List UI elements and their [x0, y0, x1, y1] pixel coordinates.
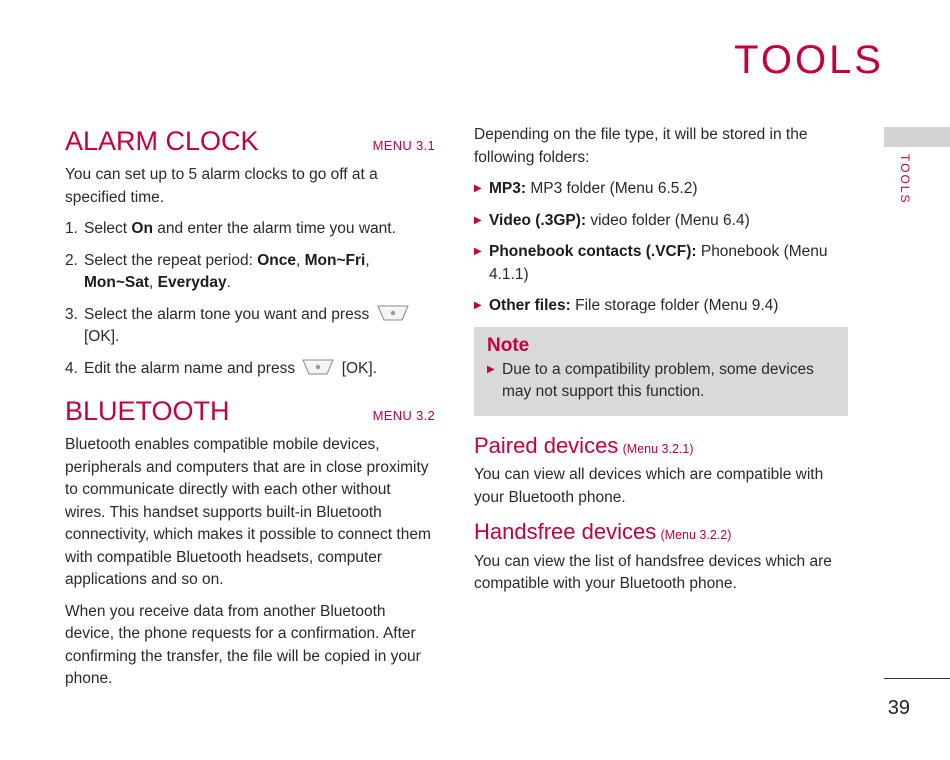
step-number: 1.	[65, 220, 78, 237]
alarm-step	[65, 218, 435, 241]
folder-item: ▶ Phonebook contacts (.VCF): Phonebook (Menu 4.1.1)	[474, 241, 850, 286]
right-column	[474, 124, 850, 605]
note-text: Due to a compatibility problem, some devices may not support this function.	[502, 360, 814, 400]
alarm-clock-heading: ALARM CLOCK	[65, 126, 259, 156]
triangle-bullet-icon: ▶	[487, 363, 495, 375]
bluetooth-paragraph: Bluetooth enables compatible mobile devices, peripherals and computers that are in close proximity to communicate directly with each other without wires. This handset supports built-in Bluetooth connectivity, which makes it possible to connect them with compatible Bluetooth headsets, computer applications and so on.	[65, 436, 431, 588]
step-text: Select On and enter the alarm time you want.	[84, 220, 396, 237]
folder-item: ▶ Video (.3GP): video folder (Menu 6.4)	[474, 210, 850, 233]
side-section-label: TOOLS	[898, 154, 912, 205]
alarm-heading-row	[65, 124, 435, 158]
handsfree-devices-text: You can view the list of handsfree devices which are compatible with your Bluetooth phone.	[474, 552, 832, 592]
bluetooth-menu-ref: MENU 3.2	[372, 408, 435, 423]
alarm-step	[65, 304, 435, 349]
paired-menu-ref: (Menu 3.2.1)	[622, 441, 694, 456]
triangle-bullet-icon: ▶	[474, 183, 482, 194]
folders-intro: Depending on the file type, it will be stored in the following folders:	[474, 126, 808, 166]
alarm-step	[65, 358, 435, 381]
bluetooth-heading: BLUETOOTH	[65, 396, 230, 426]
bluetooth-heading-row	[65, 394, 435, 428]
page-title: TOOLS	[734, 38, 884, 82]
triangle-bullet-icon: ▶	[474, 214, 482, 226]
note-item	[487, 359, 834, 404]
note-box	[474, 327, 848, 416]
page-number-rule	[884, 678, 950, 679]
side-tab	[884, 127, 950, 147]
triangle-bullet-icon: ▶	[474, 246, 482, 257]
alarm-menu-ref: MENU 3.1	[372, 138, 435, 153]
left-column	[65, 124, 435, 700]
bluetooth-paragraph: When you receive data from another Bluetooth device, the phone requests for a confirmation. After confirming the transfer, the file will be copied in your phone.	[65, 602, 421, 687]
ok-softkey-icon	[301, 358, 335, 376]
note-title: Note	[487, 334, 530, 356]
step-text: Select the repeat period: Once, Mon~Fri, Mon~Sat, Everyday.	[84, 251, 370, 291]
step-number: 2.	[65, 251, 78, 269]
folder-item: ▶ Other files: File storage folder (Menu 9.4)	[474, 295, 850, 318]
paired-devices-text: You can view all devices which are compatible with your Bluetooth phone.	[474, 466, 824, 506]
folder-item: ▶ MP3: MP3 folder (Menu 6.5.2)	[474, 178, 850, 201]
paired-devices-heading: Paired devices (Menu 3.2.1)	[474, 432, 694, 458]
handsfree-menu-ref: (Menu 3.2.2)	[660, 528, 732, 542]
step-number: 3.	[65, 305, 78, 323]
page-number: 39	[887, 697, 910, 719]
alarm-step	[65, 250, 435, 295]
triangle-bullet-icon: ▶	[474, 300, 482, 311]
ok-softkey-icon	[376, 304, 410, 322]
step-text: Select the alarm tone you want and press [OK].	[84, 304, 435, 349]
step-text: Edit the alarm name and press [OK].	[84, 359, 378, 377]
step-number: 4.	[65, 359, 78, 377]
alarm-intro: You can set up to 5 alarm clocks to go off at a specified time.	[65, 166, 378, 206]
handsfree-devices-heading: Handsfree devices (Menu 3.2.2)	[474, 519, 732, 544]
